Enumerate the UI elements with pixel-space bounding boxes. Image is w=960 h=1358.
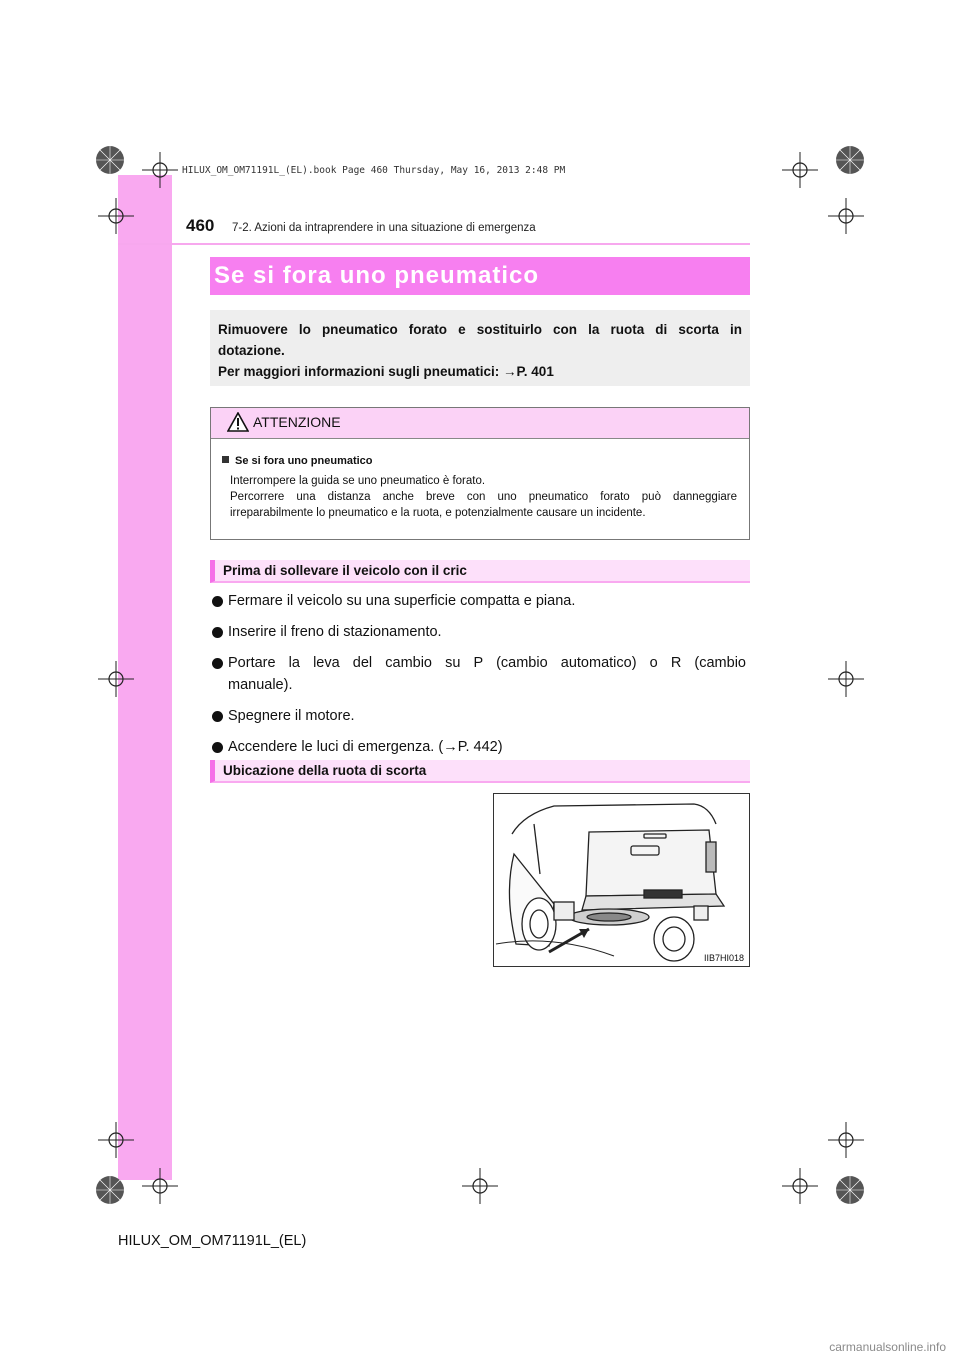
intro-box	[210, 310, 750, 386]
page-title-bar	[210, 257, 750, 295]
list-item[interactable]: Accendere le luci di emergenza. (→P. 442)	[212, 736, 746, 758]
crosshair-icon	[96, 1120, 136, 1160]
square-bullet-icon	[222, 456, 229, 463]
pickup-truck-rear-illustration	[494, 794, 749, 966]
spare-tire-illustration	[493, 793, 750, 967]
bullet-list	[212, 590, 746, 767]
intro-line: Rimuovere lo pneumatico forato e sostituirlo con la ruota di scorta in	[218, 322, 742, 337]
header-rule	[118, 243, 750, 245]
warning-box	[210, 407, 750, 540]
subheading-spare-location: Ubicazione della ruota di scorta	[210, 760, 750, 783]
warning-subtitle: Se si fora uno pneumatico	[222, 453, 737, 469]
crosshair-icon	[826, 196, 866, 236]
bullet-icon	[212, 627, 223, 638]
list-item: Spegnere il motore.	[212, 705, 746, 727]
intro-link-line[interactable]: Per maggiori informazioni sugli pneumatici: →P. 401	[218, 364, 554, 379]
intro-line: dotazione.	[218, 343, 285, 358]
warning-text: Interrompere la guida se uno pneumatico è forato. Percorrere una distanza anche breve con uno pneumatico forato può danneggiare irreparabilmente lo pneumatico e la ruota, e potenzialmente causare un incidente.	[230, 475, 737, 519]
bullet-icon	[212, 596, 223, 607]
footer-code: HILUX_OM_OM71191L_(EL)	[118, 1233, 307, 1249]
bullet-icon	[212, 742, 223, 753]
warning-header	[211, 408, 749, 439]
bullet-icon	[212, 711, 223, 722]
crosshair-icon	[780, 1166, 820, 1206]
crosshair-icon	[96, 196, 136, 236]
registration-mark-icon	[80, 130, 140, 190]
crosshair-icon	[140, 1166, 180, 1206]
list-item: Inserire il freno di stazionamento.	[212, 621, 746, 643]
page-number: 460	[186, 216, 215, 235]
registration-mark-icon	[80, 1160, 140, 1220]
warning-triangle-icon	[227, 412, 249, 432]
warning-label: ATTENZIONE	[253, 414, 341, 430]
subheading-jack-prep: Prima di sollevare il veicolo con il cric	[210, 560, 750, 583]
warning-body	[211, 439, 749, 521]
registration-mark-icon	[820, 1160, 880, 1220]
figure-code: IIB7HI018	[703, 953, 744, 963]
crosshair-icon	[826, 659, 866, 699]
crosshair-icon	[780, 150, 820, 190]
list-item: Fermare il veicolo su una superficie compatta e piana.	[212, 590, 746, 612]
crosshair-icon	[96, 659, 136, 699]
section-heading: 7-2. Azioni da intraprendere in una situazione di emergenza	[232, 222, 536, 234]
page-title: Se si fora uno pneumatico	[214, 262, 540, 289]
crosshair-icon	[460, 1166, 500, 1206]
bullet-icon	[212, 658, 223, 669]
list-item: Portare la leva del cambio su P (cambio automatico) o R (cambio manuale).	[212, 652, 746, 696]
crosshair-icon	[826, 1120, 866, 1160]
watermark: carmanualsonline.info	[829, 1340, 946, 1354]
book-stamp: HILUX_OM_OM71191L_(EL).book Page 460 Thursday, May 16, 2013 2:48 PM	[182, 165, 566, 176]
registration-mark-icon	[820, 130, 880, 190]
crosshair-icon	[140, 150, 180, 190]
